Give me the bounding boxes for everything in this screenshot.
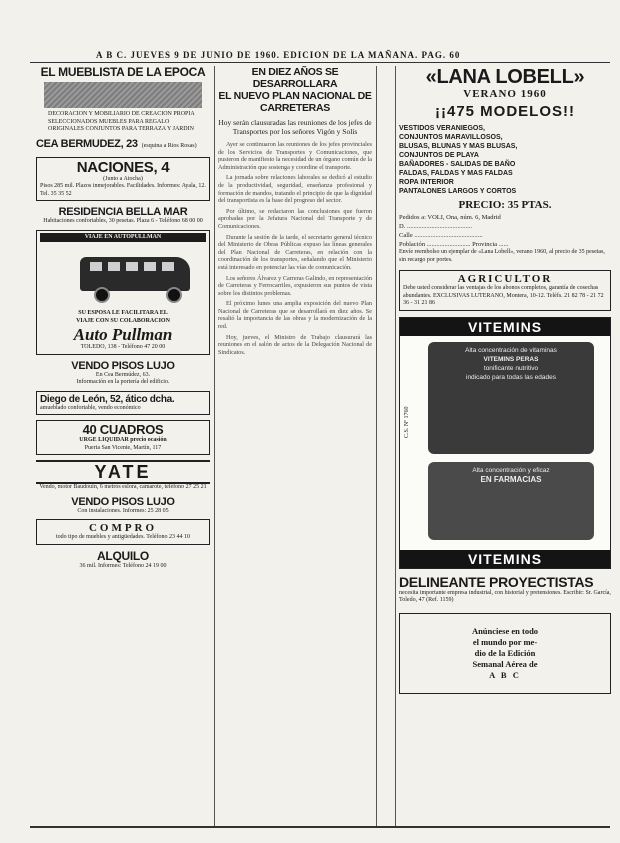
ad-brand: VITEMINS <box>400 318 610 336</box>
column-divider <box>376 66 377 826</box>
ad-title: DELINEANTE PROYECTISTAS <box>399 573 594 590</box>
form-label: D. <box>399 223 406 230</box>
ad-title: 40 CUADROS <box>82 422 164 437</box>
ad-body: Información en la portería del edificio. <box>76 379 170 385</box>
footer-rule <box>30 826 610 828</box>
list-item: PANTALONES LARGOS Y CORTOS <box>399 188 517 195</box>
list-item: SELECCIONADOS MUEBLES PARA REGALO <box>48 118 170 125</box>
ad-order-address: Pedidos a: VOLI, Ona, núm. 6, Madrid <box>399 214 501 221</box>
ad-subtitle: URGE LIQUIDAR precio ocasión <box>79 437 167 443</box>
article-paragraph: Ayer se continuaron las reuniones de los jefes provinciales de los Servicios de Transportes y Comunicaciones, que pusieron de manifiesto la necesidad de un órgano común de la Administración que sostenga y coordine el transporte. <box>218 141 372 171</box>
bus-window <box>108 262 120 271</box>
ad-title: RESIDENCIA BELLA MAR <box>58 206 188 218</box>
ad-body: Envíe reembolso un ejemplar de «Lana Lobell», verano 1960, al precio de 35 pesetas, sin recargo por portes. <box>399 249 605 263</box>
ad-address-note: (esquina a Rios Rosas) <box>141 142 197 149</box>
form-label: Calle <box>399 232 413 239</box>
ad-autopullman <box>36 230 210 355</box>
order-form <box>399 222 611 249</box>
ad-body: necesita importante empresa industrial, con historial y pretensiones. Escribir: Sr. García, Toledo, 47 (Ref. 1159) <box>399 589 611 603</box>
ad-title: Diego de León, 52, ático dcha. <box>40 393 175 405</box>
ad-slogan: ¡¡475 MODELOS!! <box>434 103 575 120</box>
list-item: CONJUNTOS MARAVILLOSOS, <box>399 134 503 141</box>
bus-window <box>126 262 138 271</box>
ad-title: «LANA LOBELL» <box>425 66 585 88</box>
bus-window <box>162 262 174 271</box>
ad-brand-footer: VITEMINS <box>400 550 610 568</box>
list-item: ORIGINALES CONJUNTOS PARA TERRAZA Y JARDIN <box>48 126 194 132</box>
article-paragraph: El próximo lunes una amplia exposición del nuevo Plan Nacional de Carreteras que se desarrollará en diez años. Se resaltó la importancia de las obras y la modernización de la red. <box>218 300 372 331</box>
furniture-photo <box>44 82 202 108</box>
vitemins-pharmacy-panel <box>428 462 594 540</box>
ad-season: VERANO 1960 <box>463 88 547 100</box>
headline: CARRETERAS <box>260 102 330 114</box>
ad-cuadros <box>36 420 210 455</box>
bus-window <box>144 262 156 271</box>
ad-title: YATE <box>36 460 210 484</box>
vitemins-graphic <box>428 342 594 542</box>
list-item: FALDAS, FALDAS Y MAS FALDAS <box>399 170 513 177</box>
bus-window <box>90 262 102 271</box>
ads-column <box>399 66 611 699</box>
ad-title: VENDO PISOS LUJO <box>71 359 175 372</box>
form-field: D. ........................................ <box>399 223 472 230</box>
ad-line: EN FARMACIAS <box>480 474 542 484</box>
ad-price: PRECIO: 35 PTAS. <box>458 199 552 211</box>
ad-yate <box>36 460 210 492</box>
ad-residencia <box>36 206 210 226</box>
ad-mueblista <box>36 66 210 152</box>
ad-brand: Auto Pullman <box>73 325 173 344</box>
ad-banner: VIAJE EN AUTOPULLMAN <box>40 233 206 243</box>
ad-agricultor <box>399 270 611 311</box>
news-article <box>218 66 372 359</box>
ad-line: Alta concentración y eficaz <box>472 466 550 474</box>
vitemins-bottle-panel <box>428 342 594 454</box>
ad-body: Vendo, motor Baudouin, 6 metros eslora, camarote, teléfono 27 25 21 <box>39 484 207 490</box>
ad-vendo-pisos-2 <box>36 496 210 516</box>
article-paragraph: Hoy, jueves, el Ministro de Trabajo clausurará las reuniones en el salón de actos de la Delegación Nacional de Sindicatos. <box>218 333 372 356</box>
classifieds-column <box>36 66 210 570</box>
form-label: Provincia <box>472 241 498 248</box>
list-item: BLUSAS, BLUNAS Y MAS BLUSAS, <box>399 143 518 150</box>
form-field: Calle .......................................... <box>399 232 483 239</box>
ad-line: VITEMINS PERAS <box>483 355 539 363</box>
ad-address: CEA BERMUDEZ, 23 <box>36 137 138 150</box>
ad-alquilo <box>36 550 210 571</box>
ad-address: TOLEDO, 138 - Teléfono 47 20 00 <box>80 344 166 350</box>
ad-lana-lobell <box>399 66 611 264</box>
form-label: Población <box>399 241 425 248</box>
ad-body: Debe usted considerar las ventajas de los abonos completos, garantía de cosechas abundantes. EXCLUSIVAS LUTERANO, Montera, 10-12. Teléfs. 21 82 78 - 21 72 36 - 31 21 86 <box>403 285 604 306</box>
ad-body: En Cea Bermúdez, 63. <box>95 371 151 378</box>
ad-title: COMPRO <box>88 522 158 534</box>
article-paragraph: Durante la sesión de la tarde, el secretario general técnico del Ministerio de Obras Públicas expuso las líneas generales del Plan Nacional de Carreteras, en relación con la coordinación de los transportes, señalando que el Ministerio está interesado en potenciar las vías de comunicación. <box>218 233 372 271</box>
ad-subtitle: (Junto a Atocha) <box>103 175 143 182</box>
list-item: BAÑADORES - SALIDAS DE BAÑO <box>399 161 516 168</box>
bus-wheel <box>166 287 182 303</box>
ad-list <box>399 124 611 196</box>
article-paragraph: Por último, se redactaron las conclusiones que fueron aprobadas por la Jefatura Nacional del Transporte y de Comunicaciones. <box>218 207 372 230</box>
ad-body: Habitaciones confortables, 30 pesetas. Plaza 6 - Teléfono 68 00 00 <box>43 218 203 224</box>
page-header: A B C. JUEVES 9 DE JUNIO DE 1960. EDICION DE LA MAÑANA. PAG. 60 <box>96 50 461 60</box>
column-divider <box>395 66 396 826</box>
ad-title: AGRICULTOR <box>457 273 553 285</box>
headline: EL NUEVO PLAN NACIONAL DE <box>218 90 372 102</box>
form-field: Población ........................... Provincia ...... <box>399 241 509 248</box>
ad-line: el mundo por me- <box>472 636 538 647</box>
headline: EN DIEZ AÑOS SE DESARROLLARA <box>251 66 339 90</box>
article-paragraph: Los señores Álvarez y Carreras Galindo, en representación de Carreteras y Ferrocarriles, expusieron sus puntos de vista sobre los distintos problemas. <box>218 274 372 297</box>
ad-title: NACIONES, 4 <box>76 158 170 176</box>
header-rule <box>30 62 610 63</box>
ad-body: amueblado confortable, vendo económico <box>40 404 141 411</box>
ad-edicion-aerea <box>399 613 611 694</box>
ad-line: Alta concentración de vitaminas <box>465 346 557 354</box>
ad-vendo-pisos <box>36 360 210 387</box>
ad-line: A B C <box>489 669 521 680</box>
bus-illustration <box>40 245 206 307</box>
ad-list <box>36 111 210 134</box>
ad-body: Con instalaciones. Informes: 25 28 05 <box>77 507 169 514</box>
ad-body: 36 mil. Informes: Teléfono 24 19 00 <box>79 562 167 569</box>
ad-line: dio de la Edición <box>474 647 536 658</box>
article-paragraph: La jornada sobre relaciones laborales se dedicó al estudio de la productividad, seguridad, enseñanza profesional y formación de mandos, tratando el principio de que la dignidad del transportista es la base del progreso del sector. <box>218 174 372 205</box>
ad-body: Pisos 285 mil. Plazos inmejorables. Facilidades. Informes: Ayala, 12. Tel. 35 35 52 <box>40 183 206 197</box>
ad-line: tonificante nutritivo <box>483 364 539 372</box>
list-item: ROPA INTERIOR <box>399 179 454 186</box>
ad-registration: C.S. Nº 1760 <box>404 405 410 438</box>
column-divider <box>214 66 215 826</box>
ad-body: Puerta San Vicente, Martín, 117 <box>84 444 162 451</box>
list-item: VESTIDOS VERANIEGOS, <box>399 125 485 132</box>
ad-delineante <box>399 574 611 605</box>
ad-title: VENDO PISOS LUJO <box>71 495 175 508</box>
ad-body: todo tipo de muebles y antigüedades. Teléfono 23 44 10 <box>55 534 191 540</box>
list-item: DECORACION Y MOBILIARIO DE CREACION PROPIA <box>48 111 195 117</box>
ad-line: Semanal Aérea de <box>472 658 538 669</box>
list-item: CONJUNTOS DE PLAYA <box>399 152 479 159</box>
ad-title: EL MUEBLISTA DE LA EPOCA <box>40 65 206 79</box>
ad-title: ALQUILO <box>97 548 149 563</box>
ad-naciones <box>36 157 210 202</box>
bus-wheel <box>94 287 110 303</box>
ad-line: SU ESPOSA LE FACILITARA EL <box>78 310 168 316</box>
ad-vitemins <box>399 317 611 569</box>
ad-line: VIAJE CON SU COLABORACION <box>76 317 170 324</box>
ad-line: Anúnciese en todo <box>471 625 539 636</box>
ad-compro <box>36 519 210 545</box>
article-deck: Hoy serán clausuradas las reuniones de los jefes de Transportes por los señores Vigón y Solís <box>218 118 372 136</box>
ad-diego-de-leon <box>36 391 210 416</box>
ad-line: indicado para todas las edades <box>466 373 556 381</box>
